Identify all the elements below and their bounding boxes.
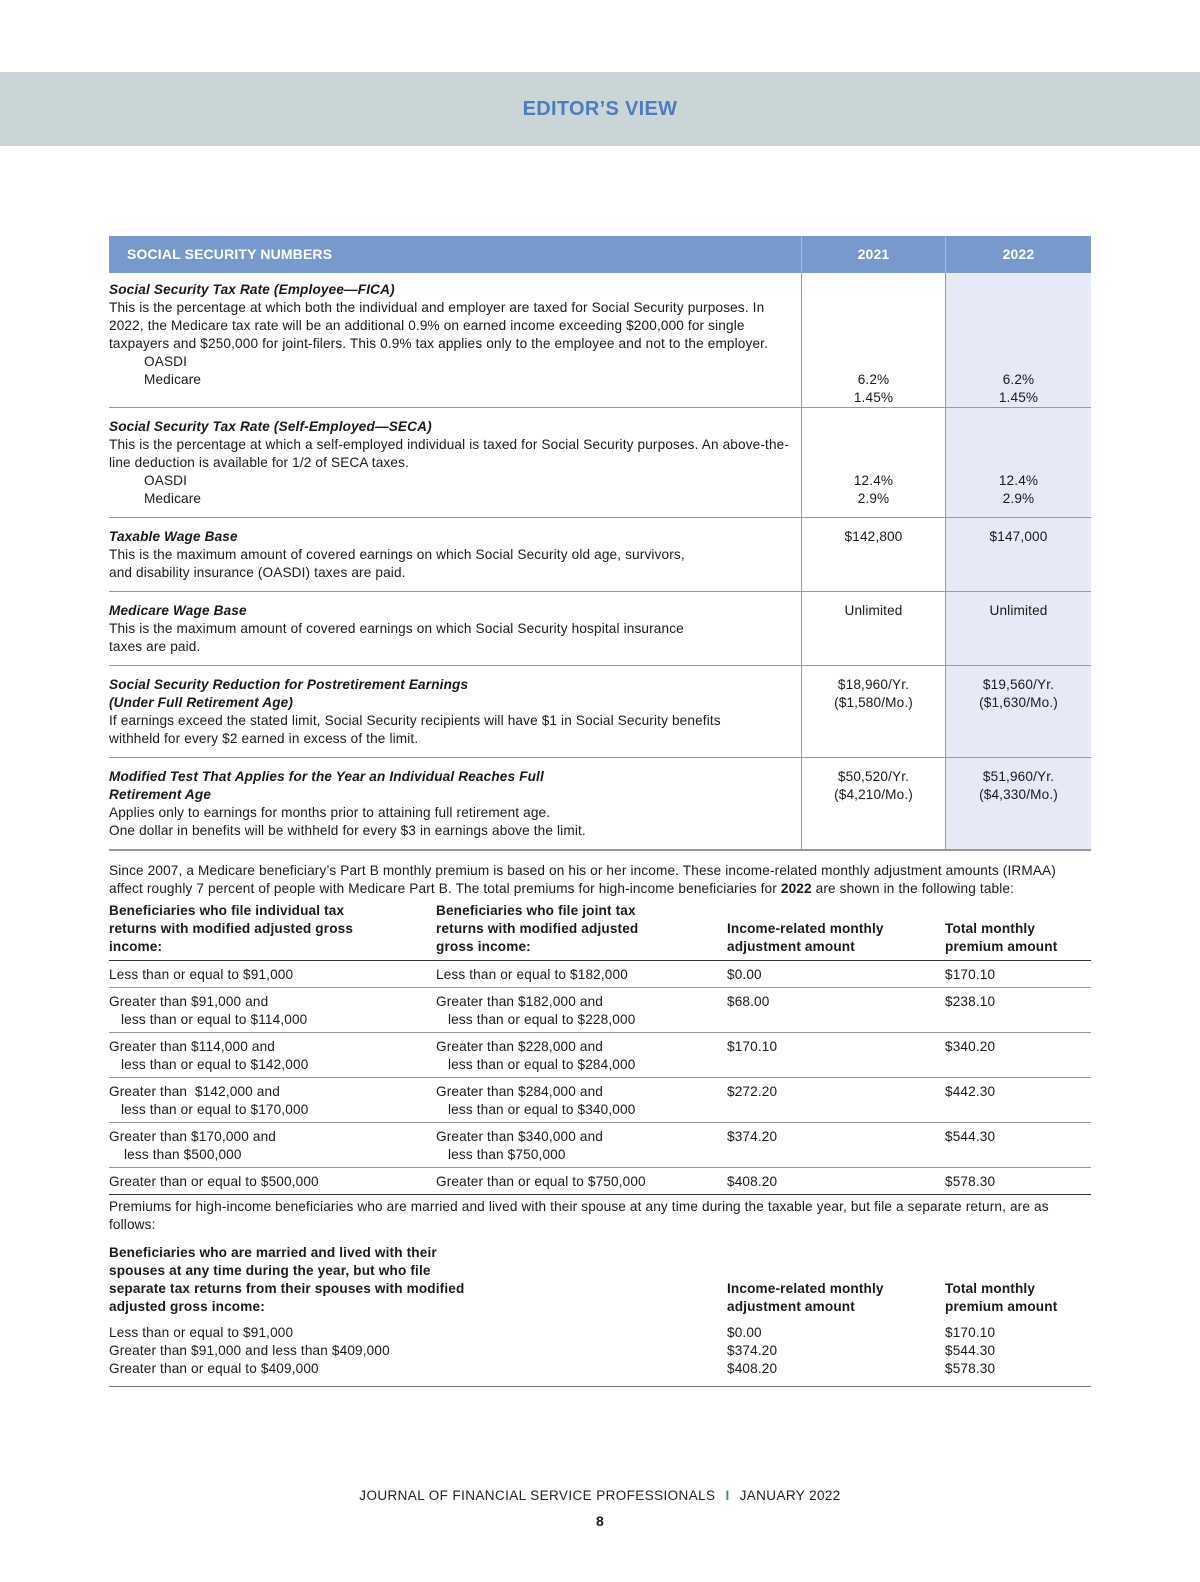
row-title: Social Security Reduction for Postretirement Earnings bbox=[109, 677, 469, 692]
row-title-line2: Retirement Age bbox=[109, 787, 212, 802]
banner-title: EDITOR’S VIEW bbox=[522, 98, 678, 120]
adjustment-amount: $272.20 bbox=[727, 1084, 778, 1099]
intro-text-end: are shown in the following table: bbox=[815, 881, 1015, 896]
row-text: Applies only to earnings for months prior to attaining full retirement age. bbox=[109, 805, 551, 820]
row-sub-label: OASDI bbox=[144, 354, 188, 369]
adjustment-amount: $0.00 bbox=[727, 967, 762, 982]
value-2021: $142,800 bbox=[801, 518, 945, 591]
row-description bbox=[109, 518, 801, 591]
premium-amount: $544.30 bbox=[945, 1129, 996, 1144]
irmaa-section bbox=[109, 862, 1091, 1387]
table-row bbox=[109, 1123, 1091, 1168]
premium-amount: $170.10 bbox=[945, 967, 996, 982]
table-row bbox=[109, 1033, 1091, 1078]
individual-income-cont: less than $500,000 bbox=[124, 1147, 242, 1162]
row-title-line2: (Under Full Retirement Age) bbox=[109, 695, 294, 710]
table-row bbox=[109, 273, 1091, 408]
adjustment-amount: $0.00 bbox=[727, 1325, 762, 1340]
joint-income: Greater than $182,000 and bbox=[436, 994, 604, 1009]
row-text: This is the maximum amount of covered earnings on which Social Security old age, survivors, and disability insurance (OASDI) taxes are paid. bbox=[109, 547, 685, 580]
row-text: This is the percentage at which both the individual and employer are taxed for Social Security purposes. In 2022, the Medicare tax rate will be an additional 0.9% on earned income exceeding $200,000 for single taxpayers and $250,000 for joint-filers. This 0.9% tax applies only to the employee and not to the employer. bbox=[109, 300, 769, 351]
value-2021 bbox=[801, 666, 945, 757]
joint-income-cont: less than $750,000 bbox=[448, 1147, 566, 1162]
value: 12.4% bbox=[853, 473, 894, 488]
adjustment-amount: $374.20 bbox=[727, 1343, 778, 1358]
footer-separator: I bbox=[725, 1488, 730, 1503]
joint-income: Greater than $284,000 and bbox=[436, 1084, 604, 1099]
row-description bbox=[109, 758, 801, 849]
value: $50,520/Yr. bbox=[837, 769, 910, 784]
page-footer bbox=[0, 1488, 1200, 1503]
row-title: Taxable Wage Base bbox=[109, 529, 238, 544]
individual-income: Greater than or equal to $500,000 bbox=[109, 1174, 319, 1189]
intro-text: Since 2007, a Medicare beneficiary’s Part B monthly premium is based on his or her income. These income-related monthly adjustment amounts (IRMAA) affect roughly 7 percent of people with Medicare Part B. The total premiums for high-income beneficiaries for bbox=[109, 863, 1056, 896]
row-description bbox=[109, 666, 801, 757]
individual-income: Greater than $91,000 and bbox=[109, 994, 269, 1009]
header-2021: 2021 bbox=[801, 236, 945, 273]
header-label: SOCIAL SECURITY NUMBERS bbox=[127, 246, 333, 262]
income-range: Greater than $91,000 and less than $409,000 bbox=[109, 1343, 390, 1358]
value-2021: Unlimited bbox=[801, 592, 945, 665]
value-2021 bbox=[801, 408, 945, 517]
value: ($4,210/Mo.) bbox=[834, 787, 913, 802]
table-row bbox=[109, 988, 1091, 1033]
row-title: Social Security Tax Rate (Employee—FICA) bbox=[109, 282, 395, 297]
value: ($1,630/Mo.) bbox=[979, 695, 1058, 710]
section-banner bbox=[0, 72, 1200, 146]
individual-income-cont: less than or equal to $114,000 bbox=[121, 1012, 308, 1027]
value-2022 bbox=[945, 758, 1091, 849]
value: ($1,580/Mo.) bbox=[834, 695, 913, 710]
value: 2.9% bbox=[857, 491, 890, 506]
value: 1.45% bbox=[853, 390, 894, 405]
header-premium: Total monthly premium amount bbox=[945, 921, 1058, 954]
value: $18,960/Yr. bbox=[837, 677, 910, 692]
table-row bbox=[109, 408, 1091, 518]
page-number: 8 bbox=[596, 1513, 604, 1529]
row-text: This is the maximum amount of covered earnings on which Social Security hospital insurance taxes are paid. bbox=[109, 621, 684, 654]
separate-table-body bbox=[109, 1324, 1091, 1387]
value-2022 bbox=[945, 666, 1091, 757]
joint-income-cont: less than or equal to $284,000 bbox=[448, 1057, 636, 1072]
individual-income: Greater than $142,000 and bbox=[109, 1084, 280, 1099]
joint-income: Greater than or equal to $750,000 bbox=[436, 1174, 646, 1189]
value: 12.4% bbox=[998, 473, 1039, 488]
row-sub-label: Medicare bbox=[144, 491, 202, 506]
individual-income-cont: less than or equal to $170,000 bbox=[121, 1102, 309, 1117]
premium-amount: $340.20 bbox=[945, 1039, 996, 1054]
premium-amount: $578.30 bbox=[945, 1174, 996, 1189]
header-individual: Beneficiaries who file individual tax returns with modified adjusted gross income: bbox=[109, 903, 354, 954]
row-title: Modified Test That Applies for the Year an Individual Reaches Full bbox=[109, 769, 544, 784]
table-row bbox=[109, 1078, 1091, 1123]
separate-return-intro: Premiums for high-income beneficiaries who are married and lived with their spouse at any time during the taxable year, but file a separate return, are as follows: bbox=[109, 1199, 1049, 1232]
premium-amount: $170.10 bbox=[945, 1325, 996, 1340]
individual-income: Greater than $114,000 and bbox=[109, 1039, 275, 1054]
table-row bbox=[109, 758, 1091, 851]
value: 1.45% bbox=[998, 390, 1039, 405]
row-sub-label: OASDI bbox=[144, 473, 188, 488]
value-2022: Unlimited bbox=[945, 592, 1091, 665]
adjustment-amount: $374.20 bbox=[727, 1129, 778, 1144]
table-row bbox=[109, 961, 1091, 988]
table-row bbox=[109, 666, 1091, 758]
premium-amount: $442.30 bbox=[945, 1084, 996, 1099]
header-adjustment: Income-related monthly adjustment amount bbox=[727, 921, 884, 954]
individual-income-cont: less than or equal to $142,000 bbox=[121, 1057, 309, 1072]
value: 6.2% bbox=[1002, 372, 1035, 387]
row-sub-label: Medicare bbox=[144, 372, 202, 387]
joint-income-cont: less than or equal to $340,000 bbox=[448, 1102, 636, 1117]
table-row bbox=[109, 592, 1091, 666]
individual-income: Less than or equal to $91,000 bbox=[109, 967, 294, 982]
adjustment-amount: $68.00 bbox=[727, 994, 770, 1009]
header-2022: 2022 bbox=[945, 236, 1091, 273]
header-premium: Total monthly premium amount bbox=[945, 1281, 1058, 1314]
value: 2.9% bbox=[1002, 491, 1035, 506]
premium-amount: $544.30 bbox=[945, 1343, 996, 1358]
individual-income: Greater than $170,000 and bbox=[109, 1129, 277, 1144]
adjustment-amount: $408.20 bbox=[727, 1174, 778, 1189]
value-2021 bbox=[801, 758, 945, 849]
row-description bbox=[109, 408, 801, 517]
adjustment-amount: $408.20 bbox=[727, 1361, 778, 1376]
value: ($4,330/Mo.) bbox=[979, 787, 1058, 802]
row-description bbox=[109, 592, 801, 665]
irmaa-intro bbox=[109, 862, 1091, 898]
header-joint: Beneficiaries who file joint tax returns with modified adjusted gross income: bbox=[436, 903, 639, 954]
value-2022 bbox=[945, 273, 1091, 407]
row-text: This is the percentage at which a self-employed individual is taxed for Social Security purposes. An above-the-line deduction is available for 1/2 of SECA taxes. bbox=[109, 437, 790, 470]
social-security-table bbox=[109, 236, 1091, 851]
income-range: Greater than or equal to $409,000 bbox=[109, 1361, 319, 1376]
header-adjustment: Income-related monthly adjustment amount bbox=[727, 1281, 884, 1314]
row-title: Social Security Tax Rate (Self-Employed—SECA) bbox=[109, 419, 432, 434]
table-row bbox=[109, 518, 1091, 592]
table-row bbox=[109, 1168, 1091, 1195]
row-text: If earnings exceed the stated limit, Social Security recipients will have $1 in Social Security benefits withheld for every $2 earned in excess of the limit. bbox=[109, 713, 721, 746]
value: 6.2% bbox=[857, 372, 890, 387]
premium-amount: $238.10 bbox=[945, 994, 996, 1009]
value-2021 bbox=[801, 273, 945, 407]
header-married: Beneficiaries who are married and lived with their spouses at any time during the year, but who file separate tax returns from their spouses with modified adjusted gross income: bbox=[109, 1245, 465, 1314]
joint-income: Less than or equal to $182,000 bbox=[436, 967, 628, 982]
row-text: One dollar in benefits will be withheld for every $3 in earnings above the limit. bbox=[109, 823, 586, 838]
row-title: Medicare Wage Base bbox=[109, 603, 247, 618]
joint-income-cont: less than or equal to $228,000 bbox=[448, 1012, 636, 1027]
separate-table-header bbox=[109, 1244, 1091, 1324]
issue-date: JANUARY 2022 bbox=[739, 1488, 841, 1503]
premium-amount: $578.30 bbox=[945, 1361, 996, 1376]
intro-year: 2022 bbox=[780, 881, 812, 896]
value-2022 bbox=[945, 408, 1091, 517]
value: $51,960/Yr. bbox=[982, 769, 1055, 784]
table-header bbox=[109, 236, 1091, 273]
adjustment-amount: $170.10 bbox=[727, 1039, 778, 1054]
joint-income: Greater than $228,000 and bbox=[436, 1039, 604, 1054]
joint-income: Greater than $340,000 and bbox=[436, 1129, 604, 1144]
income-range: Less than or equal to $91,000 bbox=[109, 1325, 294, 1340]
value-2022: $147,000 bbox=[945, 518, 1091, 591]
value: $19,560/Yr. bbox=[982, 677, 1055, 692]
irmaa-table-header bbox=[109, 902, 1091, 961]
journal-name: JOURNAL OF FINANCIAL SERVICE PROFESSIONALS bbox=[359, 1488, 716, 1503]
row-description bbox=[109, 273, 801, 407]
